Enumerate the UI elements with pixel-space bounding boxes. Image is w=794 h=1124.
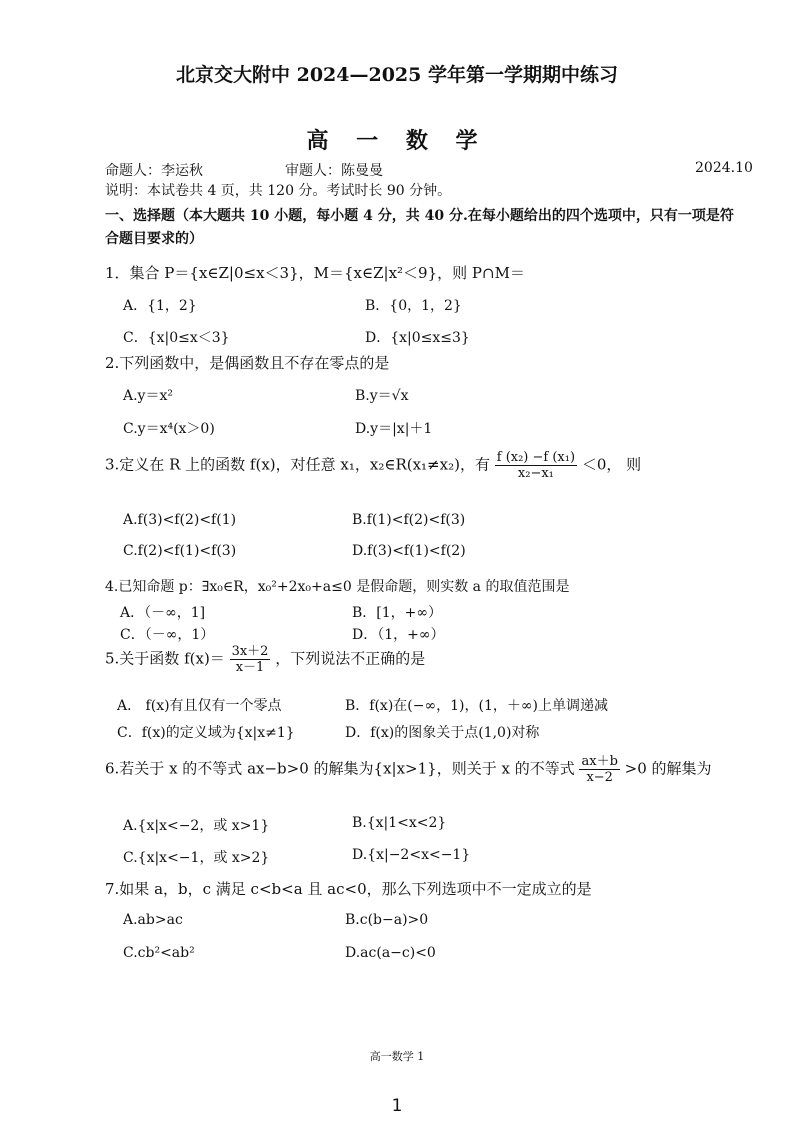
question-3-stem-tail: ＜0， 则 [581, 455, 642, 474]
question-5-fraction-numerator: 3x＋2 [231, 644, 269, 659]
question-2-option-c: C.y＝x⁴(x＞0) [123, 421, 215, 437]
question-6-fraction [579, 754, 619, 785]
question-2-option-d: D.y＝|x|＋1 [355, 421, 433, 437]
question-5-stem-tail: ，下列说法不正确的是 [275, 649, 426, 668]
question-2-option-a: A.y＝x² [123, 388, 173, 404]
question-4-option-c: C．（－∞，1） [120, 627, 215, 643]
question-3-option-d: D.f(3)<f(1)<f(2) [352, 543, 466, 559]
question-5-stem-text: 5.关于函数 f(x)＝ [105, 649, 225, 668]
question-5-option-b: B．f(x)在(−∞，1)，(1，＋∞)上单调递减 [345, 698, 609, 714]
question-3-fraction [495, 450, 577, 481]
question-2-option-b: B.y＝√x [355, 388, 409, 404]
question-4-option-d: D．（1，+∞） [352, 627, 445, 643]
question-6-option-c: C.{x|x<−1，或 x>2} [123, 850, 270, 866]
page-footer: 高一数学 1 [369, 1050, 425, 1063]
question-7-stem: 7.如果 a，b，c 满足 c<b<a 且 ac<0，那么下列选项中不一定成立的是 [105, 880, 592, 898]
question-5-fraction-denominator: x－1 [235, 660, 265, 675]
question-4-stem: 4.已知命题 p：∃x₀∈R，x₀²+2x₀+a≤0 是假命题，则实数 a 的取值范围是 [105, 579, 570, 595]
question-6-option-b: B.{x|1<x<2} [352, 815, 447, 831]
question-6-stem-tail: >0 的解集为 [624, 759, 712, 778]
question-3-option-a: A.f(3)<f(2)<f(1) [123, 512, 237, 528]
question-7-option-b: B.c(b−a)>0 [345, 912, 429, 928]
exam-note: 说明：本试卷共 4 页，共 120 分。考试时长 90 分钟。 [105, 183, 452, 199]
question-1-option-c: C．{x|0≤x＜3} [123, 330, 230, 346]
page-number: 1 [391, 1096, 403, 1116]
question-3-stem-text: 3.定义在 R 上的函数 f(x)，对任意 x₁，x₂∈R(x₁≠x₂)，有 [105, 455, 490, 474]
question-5-stem [105, 644, 425, 675]
reviewer-label: 审题人：陈曼曼 [285, 163, 383, 179]
question-4-option-a: A．（－∞，1] [120, 605, 206, 621]
question-6-option-d: D.{x|−2<x<−1} [352, 847, 471, 863]
question-3-option-b: B.f(1)<f(2)<f(3) [352, 512, 466, 528]
question-6-fraction-denominator: x−2 [586, 770, 613, 785]
question-3-option-c: C.f(2)<f(1)<f(3) [123, 543, 237, 559]
question-7-option-a: A.ab>ac [123, 912, 183, 928]
question-6-option-a: A.{x|x<−2，或 x>1} [123, 818, 270, 834]
question-7-option-d: D.ac(a−c)<0 [345, 945, 436, 961]
question-1-option-a: A．{1，2} [123, 298, 197, 314]
question-2-stem: 2.下列函数中，是偶函数且不存在零点的是 [105, 354, 390, 372]
question-1-option-b: B．{0，1，2} [365, 298, 462, 314]
question-5-fraction [230, 644, 271, 675]
question-3-stem [105, 450, 641, 481]
question-4-option-b: B．[1，+∞） [352, 605, 443, 621]
question-5-option-a: A． f(x)有且仅有一个零点 [117, 698, 282, 714]
subject-title: 高 一 数 学 [306, 128, 488, 154]
question-5-option-d: D．f(x)的图象关于点(1,0)对称 [345, 725, 540, 741]
question-1-option-d: D．{x|0≤x≤3} [365, 330, 470, 346]
question-6-stem-text: 6.若关于 x 的不等式 ax−b>0 的解集为{x|x>1}，则关于 x 的不等式 [105, 759, 575, 778]
question-7-option-c: C.cb²<ab² [123, 945, 195, 961]
question-6-fraction-numerator: ax＋b [581, 754, 618, 769]
question-6-stem [105, 754, 712, 785]
question-3-fraction-denominator: x₂−x₁ [517, 466, 554, 481]
question-5-option-c: C．f(x)的定义域为{x|x≠1} [117, 725, 295, 741]
setter-label: 命题人：李运秋 [105, 163, 203, 179]
section-heading: 一、选择题（本大题共 10 小题，每小题 4 分，共 40 分.在每小题给出的四个选项中，只有一项是符合题目要求的） [105, 208, 734, 247]
exam-date: 2024.10 [695, 160, 753, 176]
question-3-fraction-numerator: f (x₂) −f (x₁) [496, 450, 576, 465]
exam-title: 北京交大附中 2024—2025 学年第一学期期中练习 [176, 64, 618, 86]
question-1-stem: 1．集合 P＝{x∈Z|0≤x＜3}，M＝{x∈Z|x²＜9}，则 P∩M＝ [105, 264, 525, 282]
